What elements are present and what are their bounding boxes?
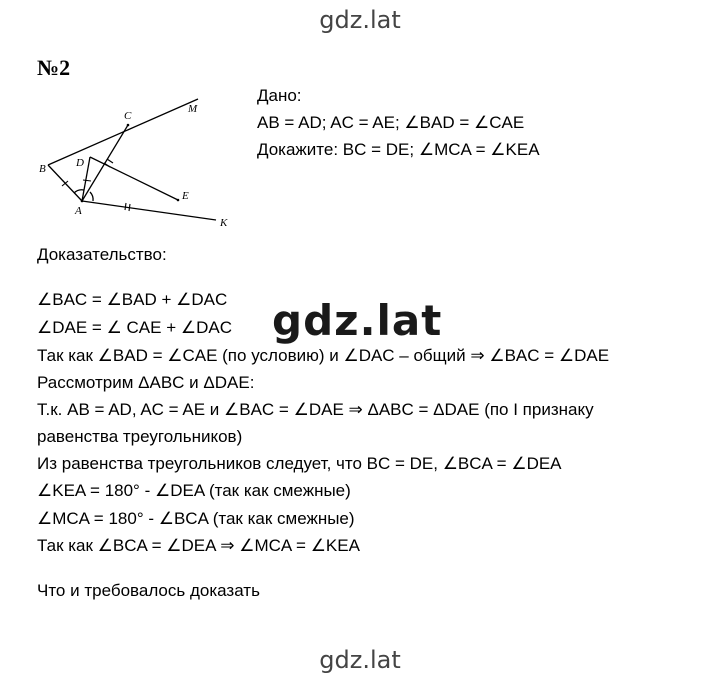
geometry-figure [30, 95, 240, 230]
label-m: M [188, 103, 198, 115]
task-number: №2 [37, 55, 71, 80]
watermark-top: gdz.lat [319, 6, 401, 34]
proof-line: Так как ∠BAD = ∠CAE (по условию) и ∠DAC – общий ⇒ ∠BAC = ∠DAE [37, 346, 610, 365]
tick-ad [83, 180, 91, 181]
proof-line: ∠KEA = 180° - ∠DEA (так как смежные) [37, 481, 351, 500]
label-b: B [39, 163, 46, 175]
given-line: Дано: [257, 86, 302, 105]
line-ak [82, 201, 216, 220]
proof-line: Из равенства треугольников следует, что BC = DE, ∠BCA = ∠DEA [37, 454, 562, 473]
conclusion: Что и требовалось доказать [37, 581, 260, 600]
watermark-bottom: gdz.lat [319, 646, 401, 674]
segment-de [90, 157, 178, 200]
proof-heading: Доказательство: [37, 245, 167, 264]
tick-ac-2 [107, 159, 113, 163]
label-k: K [220, 217, 228, 229]
proof-line: Т.к. AB = AD, AC = AE и ∠BAC = ∠DAE ⇒ ΔABC = ΔDAE (по I признаку [37, 400, 594, 419]
line-bm [48, 99, 198, 165]
angle-arc-cae [90, 192, 93, 201]
proof-line: ∠MCA = 180° - ∠BCA (так как смежные) [37, 509, 355, 528]
watermark-center: gdz.lat [272, 296, 443, 345]
proof-line: Так как ∠BCA = ∠DEA ⇒ ∠MCA = ∠KEA [37, 536, 360, 555]
given-line: AB = AD; AC = AE; ∠BAD = ∠CAE [257, 113, 525, 132]
proof-line: Рассмотрим ΔABC и ΔDAE: [37, 373, 255, 392]
label-a: A [75, 205, 82, 217]
proof-line: равенства треугольников) [37, 427, 243, 446]
label-c: C [124, 110, 132, 122]
label-e: E [182, 190, 189, 202]
given-line: Докажите: BC = DE; ∠MCA = ∠KEA [257, 140, 540, 159]
angle-arc-bad [74, 190, 84, 193]
label-d: D [76, 157, 84, 169]
proof-line: ∠BAC = ∠BAD + ∠DAC [37, 290, 228, 309]
tick-ae-1 [125, 203, 126, 210]
tick-ae-2 [129, 204, 130, 211]
proof-line: ∠DAE = ∠ CAE + ∠DAC [37, 318, 232, 337]
